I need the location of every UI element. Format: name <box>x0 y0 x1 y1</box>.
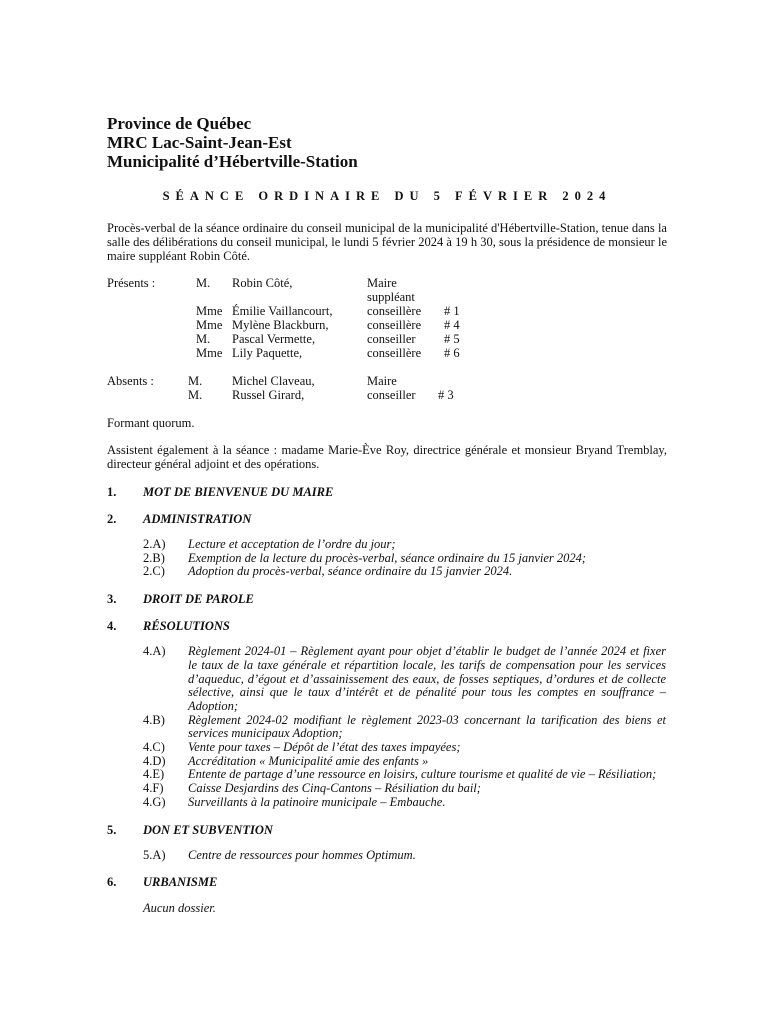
section-number: 2. <box>107 512 117 526</box>
agenda-item <box>143 552 667 566</box>
item-text: Accréditation « Municipalité amie des enfants » <box>188 753 429 768</box>
item-text: Règlement 2024-01 – Règlement ayant pour objet d’établir le budget de l’année 2024 et fixer le taux de la taxe générale et répartition locale, les tarifs de compensation pour les services d’aqueduc, d’égout et d’assainissement des eaux, de fosses septiques, d’ordures et de collecte sélective, ainsi que le taux d’intérêt et de pénalité pour tous les comptes en souffrance – Adoption; <box>188 644 666 713</box>
member-seat: # 1 <box>444 304 460 318</box>
present-row <box>196 318 667 332</box>
minutes-document <box>107 114 667 916</box>
item-number: 4.E) <box>143 767 165 782</box>
section-number: 1. <box>107 485 117 499</box>
member-seat: # 3 <box>438 388 454 402</box>
agenda-item <box>143 849 667 863</box>
absent-label: Absents : <box>107 374 154 388</box>
agenda-item <box>143 645 667 714</box>
item-text: Lecture et acceptation de l’ordre du jour; <box>188 537 396 551</box>
civility: M. <box>196 276 211 290</box>
item-text: Adoption du procès-verbal, séance ordinaire du 15 janvier 2024. <box>188 564 513 579</box>
item-text: Entente de partage d’une ressource en loisirs, culture tourisme et qualité de vie – Résiliation; <box>188 767 657 782</box>
item-text: Exemption de la lecture du procès-verbal, séance ordinaire du 15 janvier 2024; <box>188 550 587 565</box>
agenda-item <box>143 565 667 579</box>
member-seat: # 4 <box>444 318 460 332</box>
item-number: 4.B) <box>143 712 165 727</box>
item-number: 4.F) <box>143 781 164 796</box>
section-number: 4. <box>107 619 117 634</box>
agenda-item <box>143 782 667 796</box>
present-list <box>107 276 667 360</box>
member-role: Maire suppléant <box>367 276 415 304</box>
civility: M. <box>188 374 203 388</box>
agenda-section <box>107 823 667 837</box>
agenda-item <box>143 538 667 552</box>
member-name: Lily Paquette, <box>232 346 303 360</box>
section-title: MOT DE BIENVENUE DU MAIRE <box>143 485 334 499</box>
agenda-item <box>143 768 667 782</box>
agenda-section <box>107 485 667 499</box>
member-name: Pascal Vermette, <box>232 332 316 346</box>
meeting-title: SÉANCE ORDINAIRE DU 5 FÉVRIER 2024 <box>162 189 612 203</box>
header-province: Province de Québec <box>107 114 252 133</box>
civility: Mme <box>196 346 223 360</box>
agenda-item <box>143 714 667 741</box>
attendance-paragraph: Assistent également à la séance : madame Marie-Ève Roy, directrice générale et monsieur Bryand Tremblay, directeur général adjoint et des opérations. <box>107 443 667 471</box>
agenda-item <box>143 796 667 810</box>
section-items <box>107 645 667 809</box>
agenda-section <box>107 875 667 889</box>
civility: Mme <box>196 304 223 318</box>
member-role: conseillère <box>367 304 422 318</box>
intro-paragraph: Procès-verbal de la séance ordinaire du conseil municipal de la municipalité d'Hébertville-Station, tenue dans la salle des délibérations du conseil municipal, le lundi 5 février 2024 à 19 h 30, sous la présidence de monsieur le maire suppléant Robin Côté. <box>107 221 667 263</box>
item-number: 2.A) <box>143 537 166 551</box>
item-number: 5.A) <box>143 847 166 862</box>
section-title: RÉSOLUTIONS <box>143 619 230 634</box>
urbanisme-note: Aucun dossier. <box>143 901 216 916</box>
civility: Mme <box>196 318 223 332</box>
section-number: 5. <box>107 822 117 837</box>
item-number: 2.C) <box>143 564 165 579</box>
quorum-text: Formant quorum. <box>107 416 195 430</box>
header-mrc: MRC Lac-Saint-Jean-Est <box>107 133 292 152</box>
item-text: Règlement 2024-02 modifiant le règlement 2023-03 concernant la tarification des biens et services municipaux Adoption; <box>188 712 666 741</box>
section-number: 6. <box>107 875 117 890</box>
agenda-item <box>143 755 667 769</box>
member-seat: # 6 <box>444 346 460 360</box>
agenda-section <box>107 592 667 606</box>
item-text: Centre de ressources pour hommes Optimum. <box>188 847 416 862</box>
item-number: 4.A) <box>143 644 166 659</box>
item-number: 4.G) <box>143 794 166 809</box>
absent-list <box>107 374 667 402</box>
header-municipality: Municipalité d’Hébertville-Station <box>107 152 358 171</box>
member-seat: # 5 <box>444 332 460 346</box>
member-role: Maire <box>367 374 397 388</box>
agenda-section <box>107 619 667 633</box>
civility: M. <box>188 388 203 402</box>
item-text: Vente pour taxes – Dépôt de l’état des taxes impayées; <box>188 740 461 755</box>
section-title: DON ET SUBVENTION <box>143 822 273 837</box>
section-title: URBANISME <box>143 875 218 890</box>
present-row <box>196 304 667 318</box>
member-name: Robin Côté, <box>232 276 293 290</box>
member-name: Émilie Vaillancourt, <box>232 304 333 318</box>
present-row <box>196 346 667 360</box>
present-row <box>196 276 667 304</box>
member-name: Mylène Blackburn, <box>232 318 329 332</box>
agenda-item <box>143 741 667 755</box>
member-role: conseillère <box>367 318 422 332</box>
item-text: Caisse Desjardins des Cinq-Cantons – Résiliation du bail; <box>188 781 481 796</box>
member-role: conseillère <box>367 346 422 360</box>
item-text: Surveillants à la patinoire municipale – Embauche. <box>188 794 446 809</box>
member-role: conseiller <box>367 332 416 346</box>
agenda-section <box>107 512 667 526</box>
member-name: Michel Claveau, <box>232 374 315 388</box>
member-role: conseiller <box>367 388 416 402</box>
item-number: 4.D) <box>143 753 166 768</box>
section-title: ADMINISTRATION <box>143 512 252 526</box>
absent-row <box>188 374 667 388</box>
section-items <box>107 538 667 579</box>
section-title: DROIT DE PAROLE <box>143 592 254 607</box>
present-label: Présents : <box>107 276 156 290</box>
section-number: 3. <box>107 592 117 607</box>
item-number: 2.B) <box>143 550 165 565</box>
civility: M. <box>196 332 211 346</box>
present-row <box>196 332 667 346</box>
member-name: Russel Girard, <box>232 388 305 402</box>
item-number: 4.C) <box>143 740 165 755</box>
absent-row <box>188 388 667 402</box>
section-items <box>107 849 667 863</box>
